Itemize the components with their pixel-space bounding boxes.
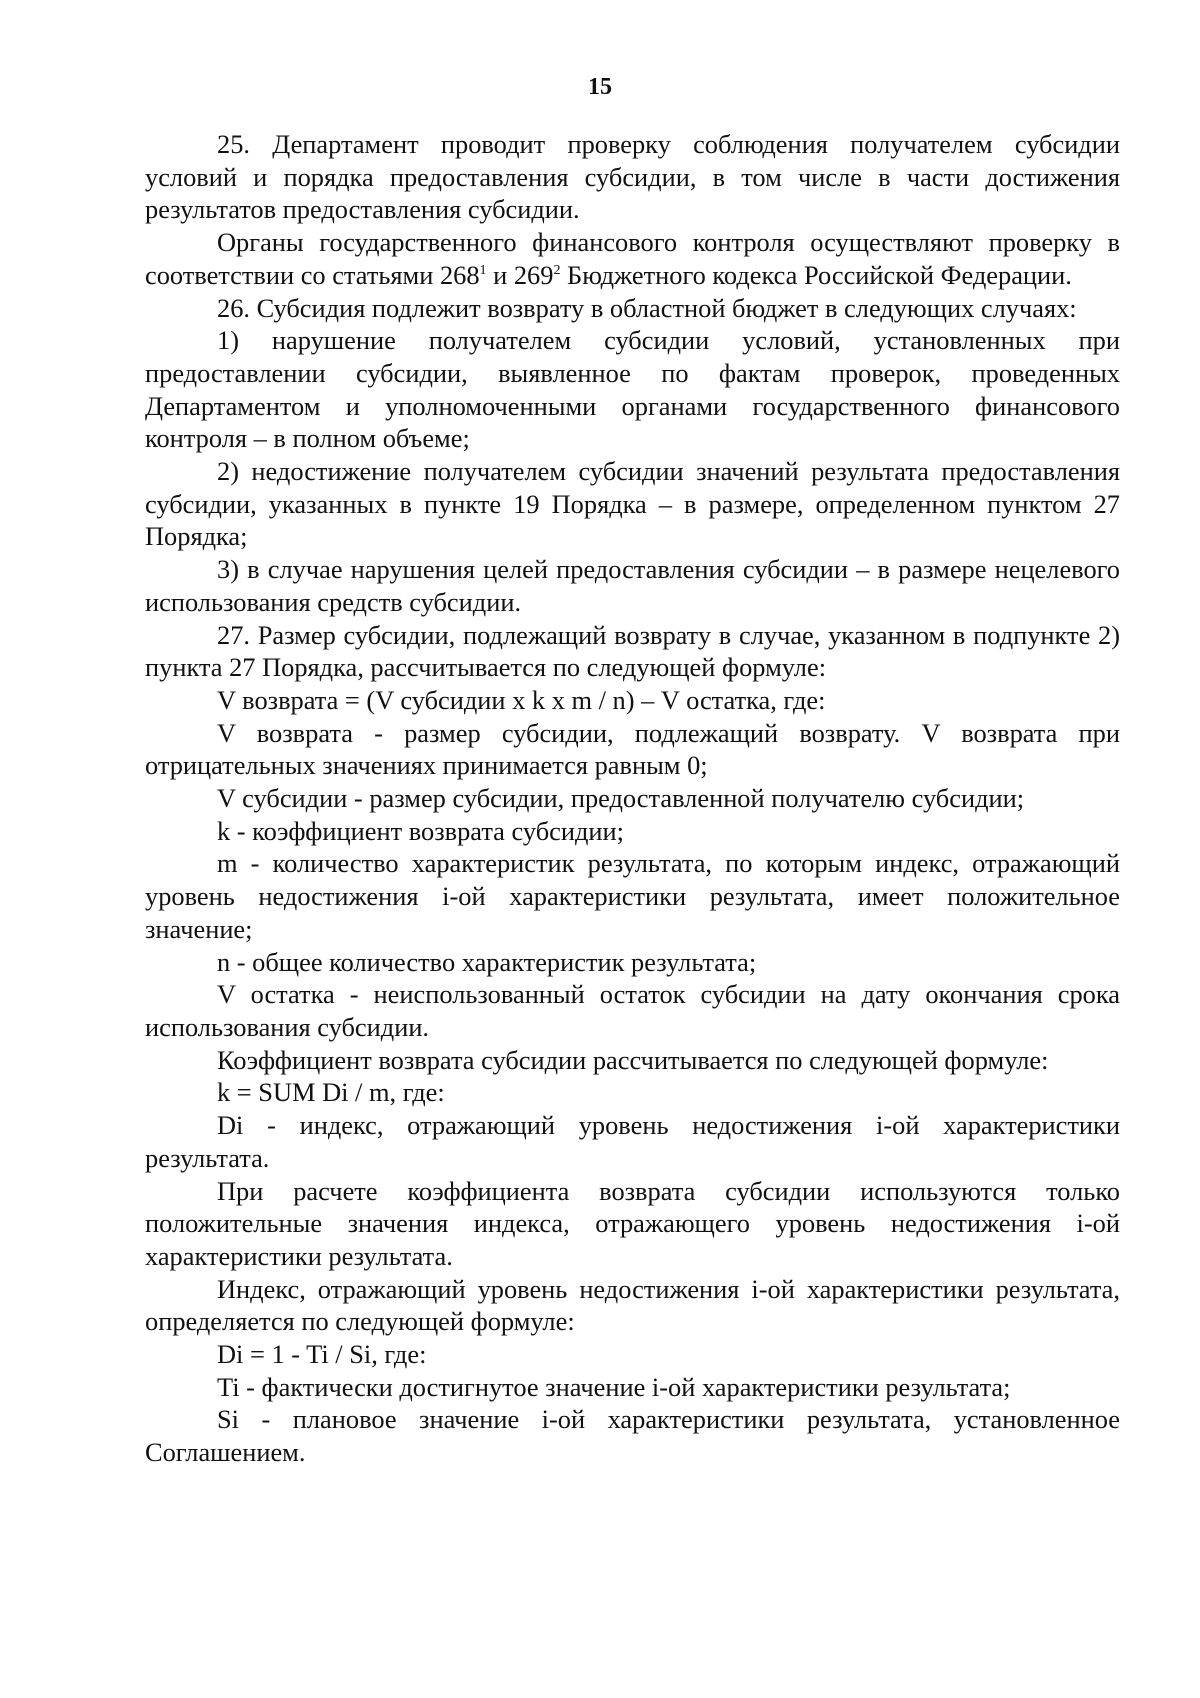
text-fragment: Бюджетного кодекса Российской Федерации. xyxy=(560,259,1072,290)
definition-m: m - количество характеристик результата, по которым индекс, отражающий уровень недостижения i-ой характеристики результата, имеет положительное значение; xyxy=(145,848,1120,944)
definition-k: k - коэффициент возврата субсидии; xyxy=(217,815,624,846)
superscript: 1 xyxy=(479,263,487,279)
definition-si: Si - плановое значение i-ой характеристики результата, установленное Соглашением. xyxy=(145,1404,1120,1468)
note-positive-values: При расчете коэффициента возврата субсидии используются только положительные значения индекса, отражающего уровень недостижения i-ой характеристики результата. xyxy=(145,1175,1120,1271)
paragraph-26-item-2: 2) недостижение получателем субсидии значений результата предоставления субсидии, указанных в пункте 19 Порядка – в размере, определенном пунктом 27 Порядка; xyxy=(145,456,1120,552)
page-number: 15 xyxy=(588,74,612,100)
definition-v-subsidy: V субсидии - размер субсидии, предоставленной получателю субсидии; xyxy=(217,783,1025,814)
paragraph-26-item-3: 3) в случае нарушения целей предоставления субсидии – в размере нецелевого использования средств субсидии. xyxy=(145,554,1120,617)
text-fragment: Органы государственного финансового контроля осуществляют проверку в соответствии со статьями 268 xyxy=(145,227,1120,290)
paragraph-27: 27. Размер субсидии, подлежащий возврату в случае, указанном в подпункте 2) пункта 27 Порядка, рассчитывается по следующей формуле: xyxy=(145,619,1120,683)
superscript: 2 xyxy=(553,263,561,279)
formula-k: k = SUM Di / m, где: xyxy=(217,1077,445,1108)
definition-v-rest: V остатка - неиспользованный остаток субсидии на дату окончания срока использования субсидии. xyxy=(145,979,1120,1042)
text-fragment: и 269 xyxy=(486,259,554,290)
index-intro: Индекс, отражающий уровень недостижения i-ой характеристики результата, определяется по следующей формуле: xyxy=(145,1273,1120,1337)
paragraph-26-item-1: 1) нарушение получателем субсидии условий, установленных при предоставлении субсидии, выявленное по фактам проверок, проведенных Департаментом и уполномоченными органами государственного финансового контроля – в полном объеме; xyxy=(145,325,1120,454)
formula-di: Di = 1 - Ti / Si, где: xyxy=(217,1339,427,1370)
coefficient-intro: Коэффициент возврата субсидии рассчитывается по следующей формуле: xyxy=(217,1044,1049,1075)
paragraph-25-check: 25. Департамент проводит проверку соблюдения получателем субсидии условий и порядка предоставления субсидии, в том числе в части достижения результатов предоставления субсидии. xyxy=(145,129,1120,225)
definition-v-return: V возврата - размер субсидии, подлежащий возврату. V возврата при отрицательных значениях принимается равным 0; xyxy=(145,717,1120,781)
definition-di: Di - индекс, отражающий уровень недостижения i-ой характеристики результата. xyxy=(145,1110,1120,1173)
paragraph-26: 26. Субсидия подлежит возврату в областной бюджет в следующих случаях: xyxy=(217,292,1077,323)
definition-n: n - общее количество характеристик результата; xyxy=(217,946,757,977)
paragraph-25-control xyxy=(145,226,1120,291)
formula-v-return: V возврата = (V субсидии x k x m / n) – V остатка, где: xyxy=(217,684,826,715)
document-body xyxy=(145,128,1120,1469)
definition-ti: Ti - фактически достигнутое значение i-ой характеристики результата; xyxy=(217,1371,1011,1402)
